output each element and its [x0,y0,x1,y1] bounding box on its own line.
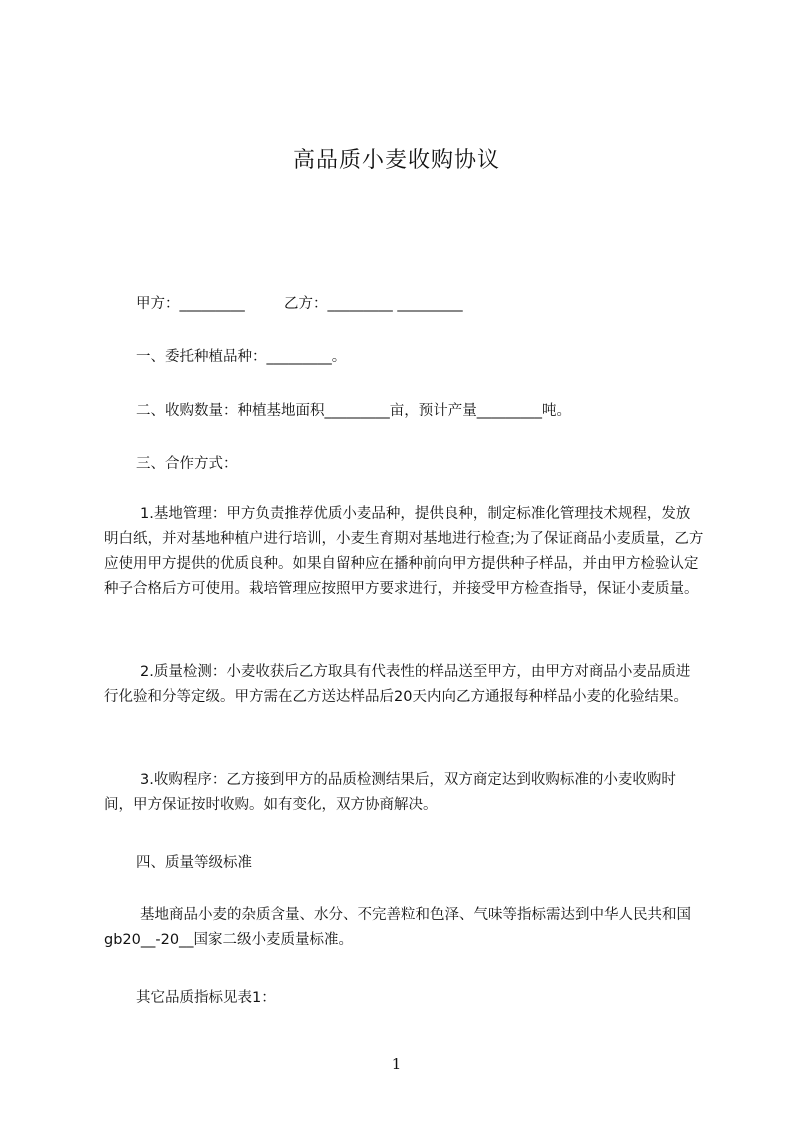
section-3-item-1 [104,502,704,602]
page-number: 1 [391,1055,402,1073]
page-title: 高品质小麦收购协议 [292,148,500,173]
party-b: 乙方：_________ _________ [283,296,463,312]
other-indicators-note: 其它品质指标见表1： [136,990,276,1006]
item-2-text: 2.质量检测：小麦收获后乙方取具有代表性的样品送至甲方，由甲方对商品小麦品质进行化验和分等定级。甲方需在乙方送达样品后20天内向乙方通报每种样品小麦的化验结果。 [104,664,691,705]
party-a: 甲方：_________ [136,296,245,312]
section-1-variety: 一、委托种植品种：_________。 [136,349,347,365]
section-4-heading: 四、质量等级标准 [136,855,252,871]
section-3-heading: 三、合作方式： [136,456,238,472]
section-4-body-text: 基地商品小麦的杂质含量、水分、不完善粒和色泽、气味等指标需达到中华人民共和国gb20__-20__国家二级小麦质量标准。 [104,907,691,948]
parties-line [136,292,463,313]
section-3-item-2 [104,660,704,710]
item-1-text: 1.基地管理：甲方负责推荐优质小麦品种，提供良种，制定标准化管理技术规程，发放明白纸，并对基地种植户进行培训，小麦生育期对基地进行检查;为了保证商品小麦质量，乙方应使用甲方提供的优质良种。如果自留种应在播种前向甲方提供种子样品，并由甲方检验认定种子合格后方可使用。栽培管理应按照甲方要求进行，并接受甲方检查指导，保证小麦质量。 [104,506,704,597]
item-3-text: 3.收购程序：乙方接到甲方的品质检测结果后，双方商定达到收购标准的小麦收购时间，甲方保证按时收购。如有变化，双方协商解决。 [104,772,676,813]
section-4-body [104,903,704,953]
section-2-quantity: 二、收购数量：种植基地面积_________亩，预计产量_________吨。 [136,403,571,419]
section-3-item-3 [104,768,704,818]
